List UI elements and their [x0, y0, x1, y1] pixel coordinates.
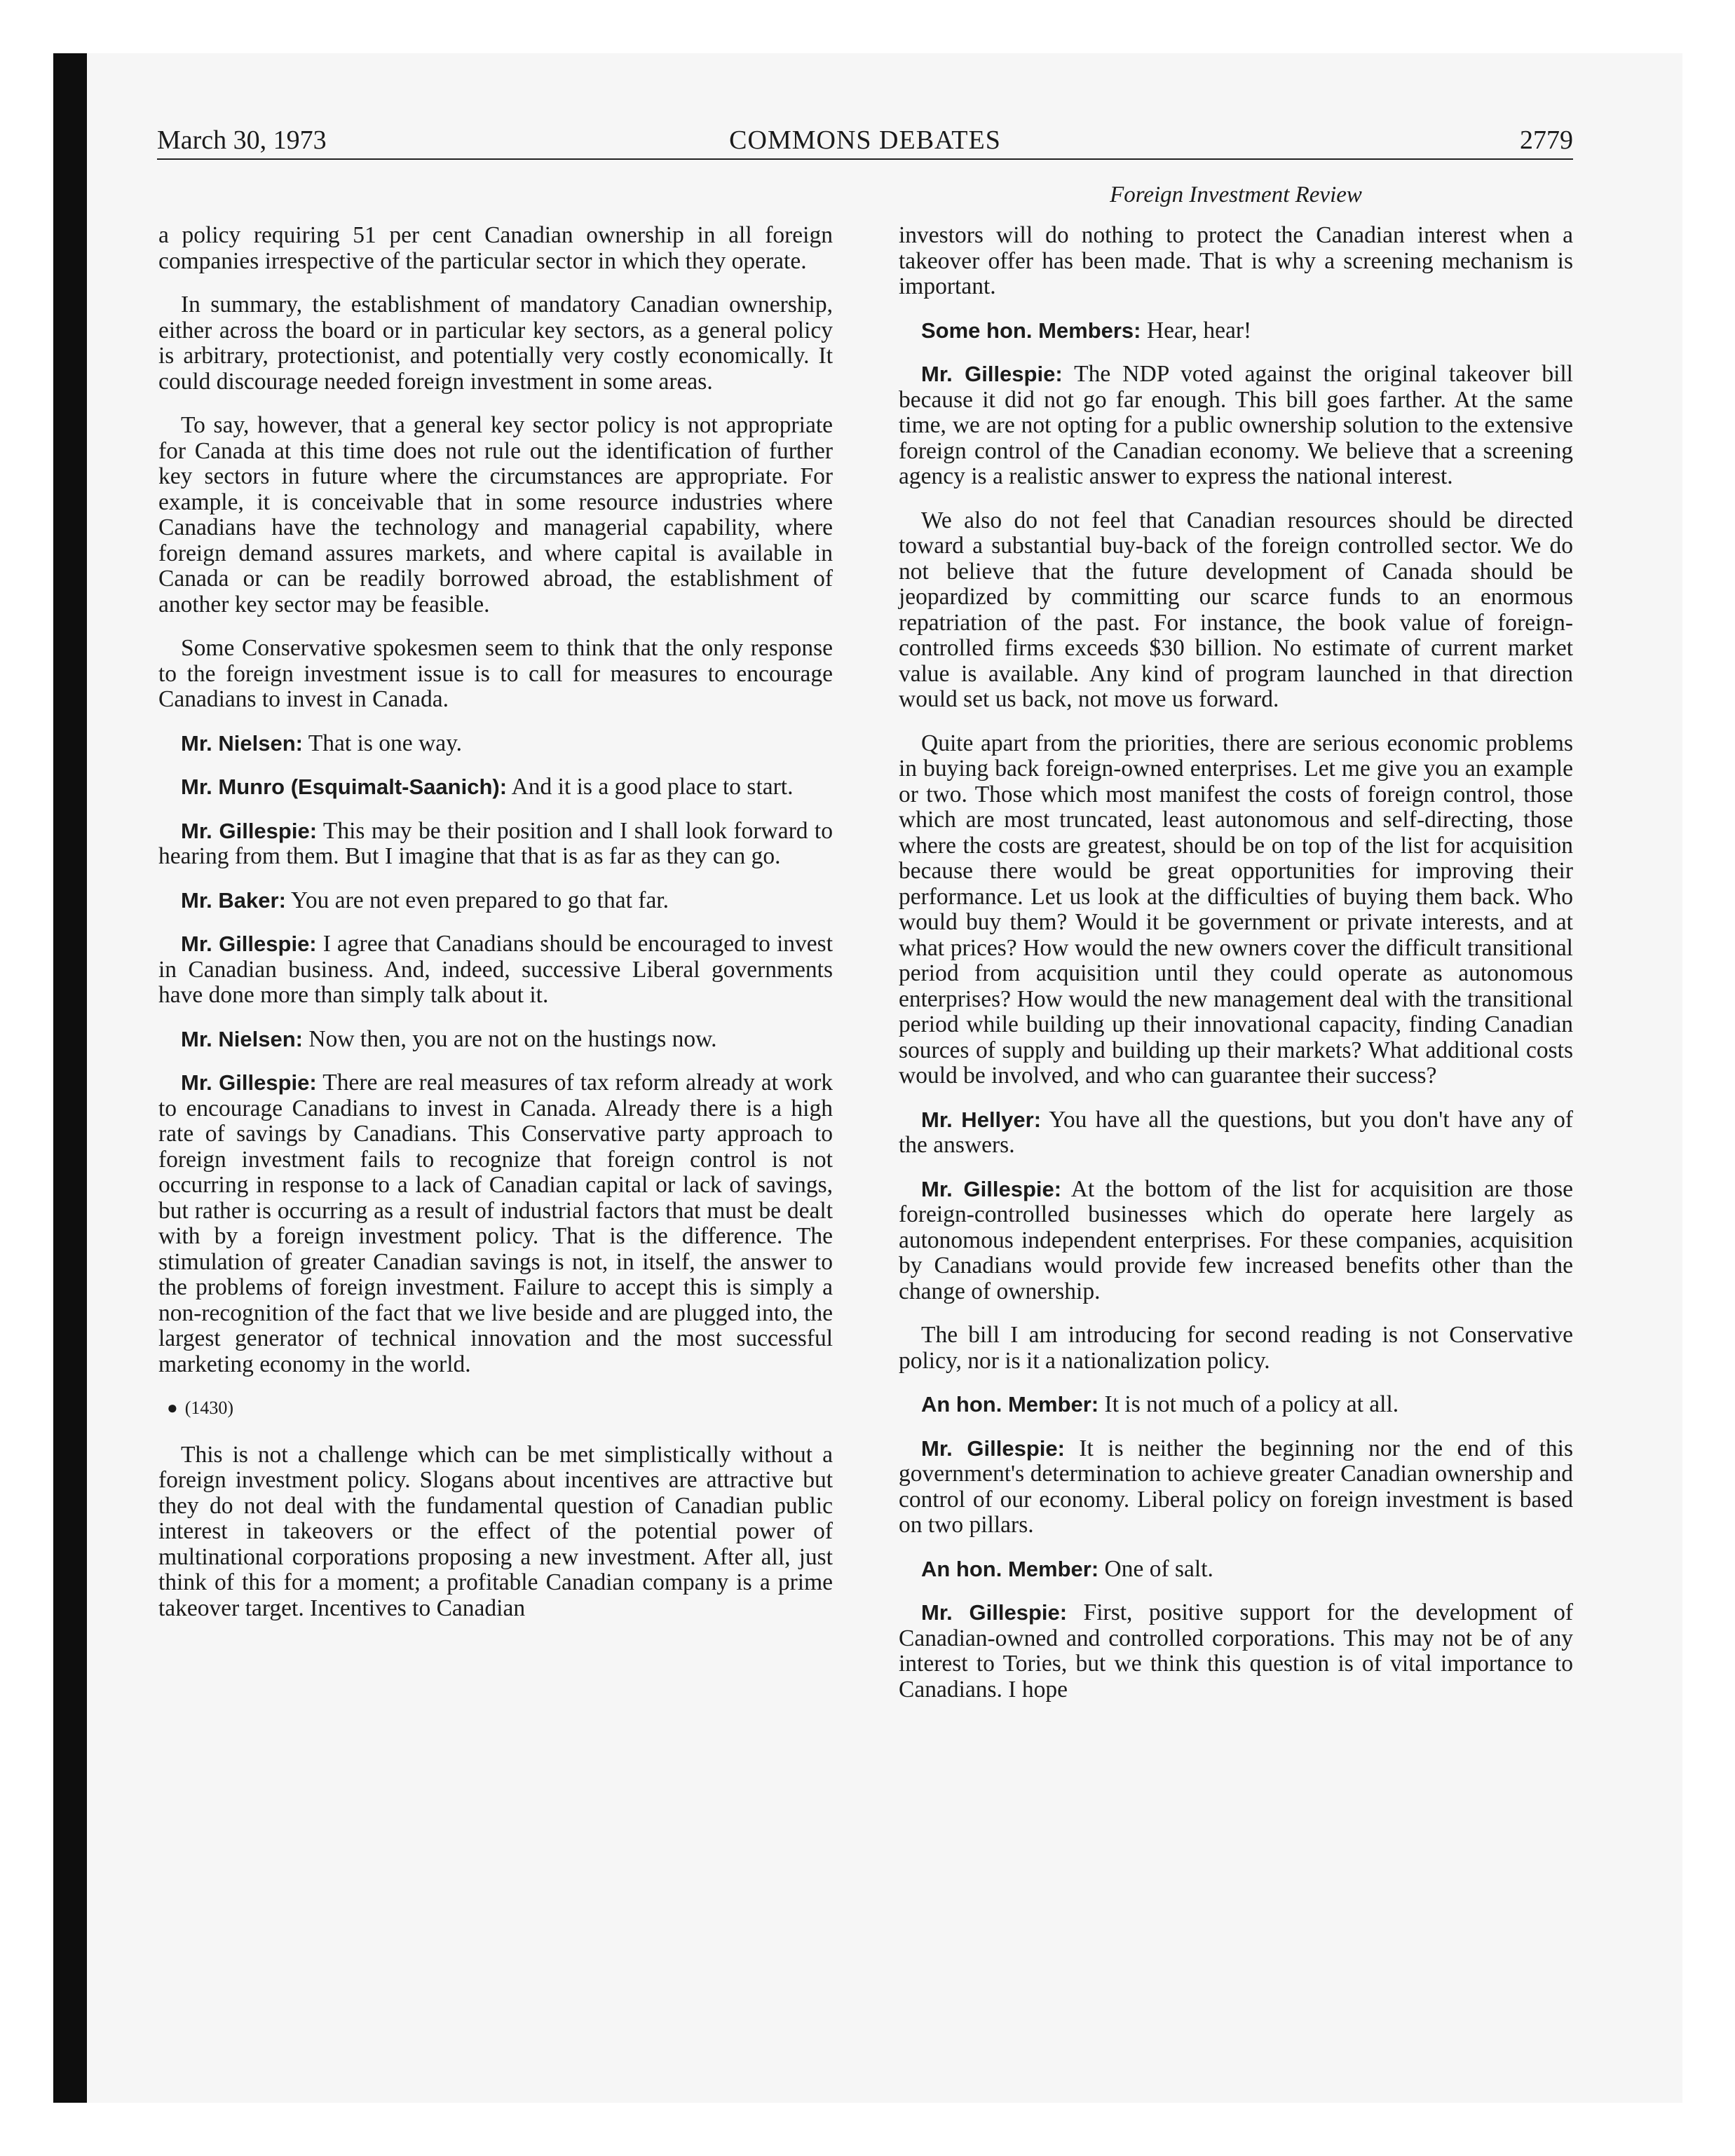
speech-text: It is neither the beginning nor the end of this government's determination to achieve greater Canadian ownership and control of our economy. Liberal policy on foreign investment is based on two pillars. — [899, 1435, 1574, 1538]
speech-text: You are not even prepared to go that far. — [291, 887, 669, 913]
speech — [899, 1600, 1573, 1703]
left-column — [158, 223, 833, 1639]
paragraph: investors will do nothing to protect the Canadian interest when a takeover offer has been made. That is why a screening mechanism is important. — [899, 222, 1573, 299]
bullet-icon: ● — [167, 1398, 178, 1418]
speech — [158, 1070, 833, 1377]
paragraph: This is not a challenge which can be met simplistically without a foreign investment policy. Slogans about incentives are attractive but they do not deal with the fundamental question of Canadian public interest in takeovers or the effect of the potential power of multinational corporations proposing a new investment. After all, just think of this for a moment; a profitable Canadian company is a prime takeover target. Incentives to Canadian — [158, 1441, 833, 1621]
speaker-name: Mr. Gillespie: — [181, 818, 318, 843]
speaker-name: Mr. Gillespie: — [921, 1176, 1062, 1201]
speaker-name: Mr. Nielsen: — [181, 1026, 303, 1051]
time-marker — [167, 1396, 833, 1421]
speaker-name: Mr. Nielsen: — [181, 730, 303, 756]
speaker-name: An hon. Member: — [921, 1392, 1099, 1417]
speech — [899, 1436, 1573, 1538]
header-title: COMMONS DEBATES — [729, 125, 1001, 155]
speech-text: First, positive support for the development of Canadian-owned and controlled corporations. This may not be of any interest to Tories, but we think this question is of vital importance to Canadians. I hope — [899, 1599, 1573, 1703]
speaker-name: Mr. Gillespie: — [181, 932, 317, 956]
speech — [158, 1027, 833, 1053]
speech-text: There are real measures of tax reform already at work to encourage Canadians to invest in Canada. Already there is a high rate of savings by Canadians. This Conservative party approach to foreign investment fails to recognize that foreign control is not occurring in response to a lack of Canadian capital or lack of savings, but rather is occurring as a result of industrial factors that must be dealt with by a foreign investment policy. That is the difference. The stimulation of greater Canadian savings is not, in itself, the answer to the problems of foreign investment. Failure to accept this is simply a non-recognition of the fact that we live beside and are plugged into, the largest generator of technical innovation and the most successful marketing economy in the world. — [158, 1070, 833, 1377]
speech-text: That is one way. — [308, 730, 463, 756]
speech-text: Now then, you are not on the hustings now. — [308, 1025, 717, 1052]
header-page-number: 2779 — [1520, 125, 1573, 155]
paragraph: To say, however, that a general key sector policy is not appropriate for Canada at this time does not rule out the identification of further key sectors in future where the circumstances are appropriate. For example, it is conceivable that in some resource industries where Canadians have the technology and managerial capability, where foreign demand assures markets, and where capital is available in Canada or can be readily borrowed abroad, the establishment of another key sector may be feasible. — [158, 412, 833, 618]
speech — [899, 1107, 1573, 1159]
speech — [899, 1177, 1573, 1305]
speech — [158, 731, 833, 757]
speech — [899, 1557, 1573, 1583]
right-column — [899, 223, 1573, 1721]
speech — [158, 888, 833, 914]
scan-border — [53, 53, 87, 2103]
speech-text: Hear, hear! — [1146, 317, 1252, 343]
paragraph: Quite apart from the priorities, there are serious economic problems in buying back foreign-owned enterprises. Let me give you an example or two. Those which most manifest the costs of foreign control, those which are most truncated, least autonomous and self-directing, those where the costs are greatest, should be on top of the list for acquisition because there would be great opportunities for improving their performance. Let us look at the difficulties of buying them back. Who would buy them? Would it be government or private interests, and at what prices? How would the new owners cover the difficult transitional period from acquisition until they could operate as autonomous enterprises? How would the new management deal with the transitional period while building up their innovational capacity, finding Canadian sources of supply and building up their markets? What additional costs would be involved, and who can guarantee their success? — [899, 730, 1573, 1089]
running-head: Foreign Investment Review — [1110, 182, 1362, 207]
speaker-name: Some hon. Members: — [921, 318, 1141, 343]
paragraph: In summary, the establishment of mandatory Canadian ownership, either across the board or in particular key sectors, as a general policy is arbitrary, protectionist, and potentially very costly economically. It could discourage needed foreign investment in some areas. — [158, 292, 833, 395]
speech — [158, 819, 833, 870]
speech — [899, 1392, 1573, 1418]
speech-text: I agree that Canadians should be encouraged to invest in Canadian business. And, indeed, successive Liberal governments have done more than simply talk about it. — [158, 931, 834, 1008]
paragraph: We also do not feel that Canadian resources should be directed toward a substantial buy-back of the foreign controlled sector. We do not believe that the future development of Canada should be jeopardized by committing our scarce funds to an enormous repatriation of the past. For instance, the book value of foreign-controlled firms exceeds $30 billion. No estimate of current market value is available. Any kind of program launched in that direction would set us back, not move us forward. — [899, 507, 1573, 712]
header-date: March 30, 1973 — [157, 125, 327, 155]
speaker-name: Mr. Baker: — [181, 887, 286, 913]
speech-text: It is not much of a policy at all. — [1104, 1391, 1399, 1417]
speech — [158, 775, 833, 800]
time-marker-text: (1430) — [184, 1398, 234, 1418]
paragraph: Some Conservative spokesmen seem to think that the only response to the foreign investment issue is to call for measures to encourage Canadians to invest in Canada. — [158, 635, 833, 712]
speech-text: At the bottom of the list for acquisition are those foreign-controlled businesses which do operate here largely as autonomous independent enterprises. For these companies, acquisition by Canadians would provide few increased benefits other than the change of ownership. — [899, 1175, 1574, 1304]
speaker-name: Mr. Gillespie: — [181, 1070, 317, 1095]
speech — [158, 932, 833, 1009]
speech-text: This may be their position and I shall look forward to hearing from them. But I imagine that that is as far as they can go. — [158, 817, 833, 869]
speaker-name: An hon. Member: — [921, 1556, 1099, 1581]
speech — [899, 318, 1573, 344]
speaker-name: Mr. Gillespie: — [921, 1600, 1068, 1625]
paragraph: a policy requiring 51 per cent Canadian ownership in all foreign companies irrespective of the particular sector in which they operate. — [158, 222, 833, 274]
speech — [899, 362, 1573, 490]
page-header — [157, 125, 1573, 160]
speech-text: One of salt. — [1104, 1555, 1213, 1582]
speaker-name: Mr. Munro (Esquimalt-Saanich): — [181, 775, 508, 799]
speech-text: The NDP voted against the original takeover bill because it did not go far enough. This bill goes farther. At the same time, we are not opting for a public ownership solution to the extensive foreign control of the Canadian economy. We believe that a screening agency is a realistic answer to express the national interest. — [899, 361, 1573, 489]
speaker-name: Mr. Gillespie: — [921, 362, 1063, 386]
paragraph: The bill I am introducing for second reading is not Conservative policy, nor is it a nationalization policy. — [899, 1322, 1573, 1374]
speech-text: You have all the questions, but you don't have any of the answers. — [899, 1106, 1574, 1158]
speech-text: And it is a good place to start. — [511, 774, 794, 800]
speaker-name: Mr. Gillespie: — [921, 1435, 1065, 1461]
speaker-name: Mr. Hellyer: — [921, 1107, 1042, 1132]
